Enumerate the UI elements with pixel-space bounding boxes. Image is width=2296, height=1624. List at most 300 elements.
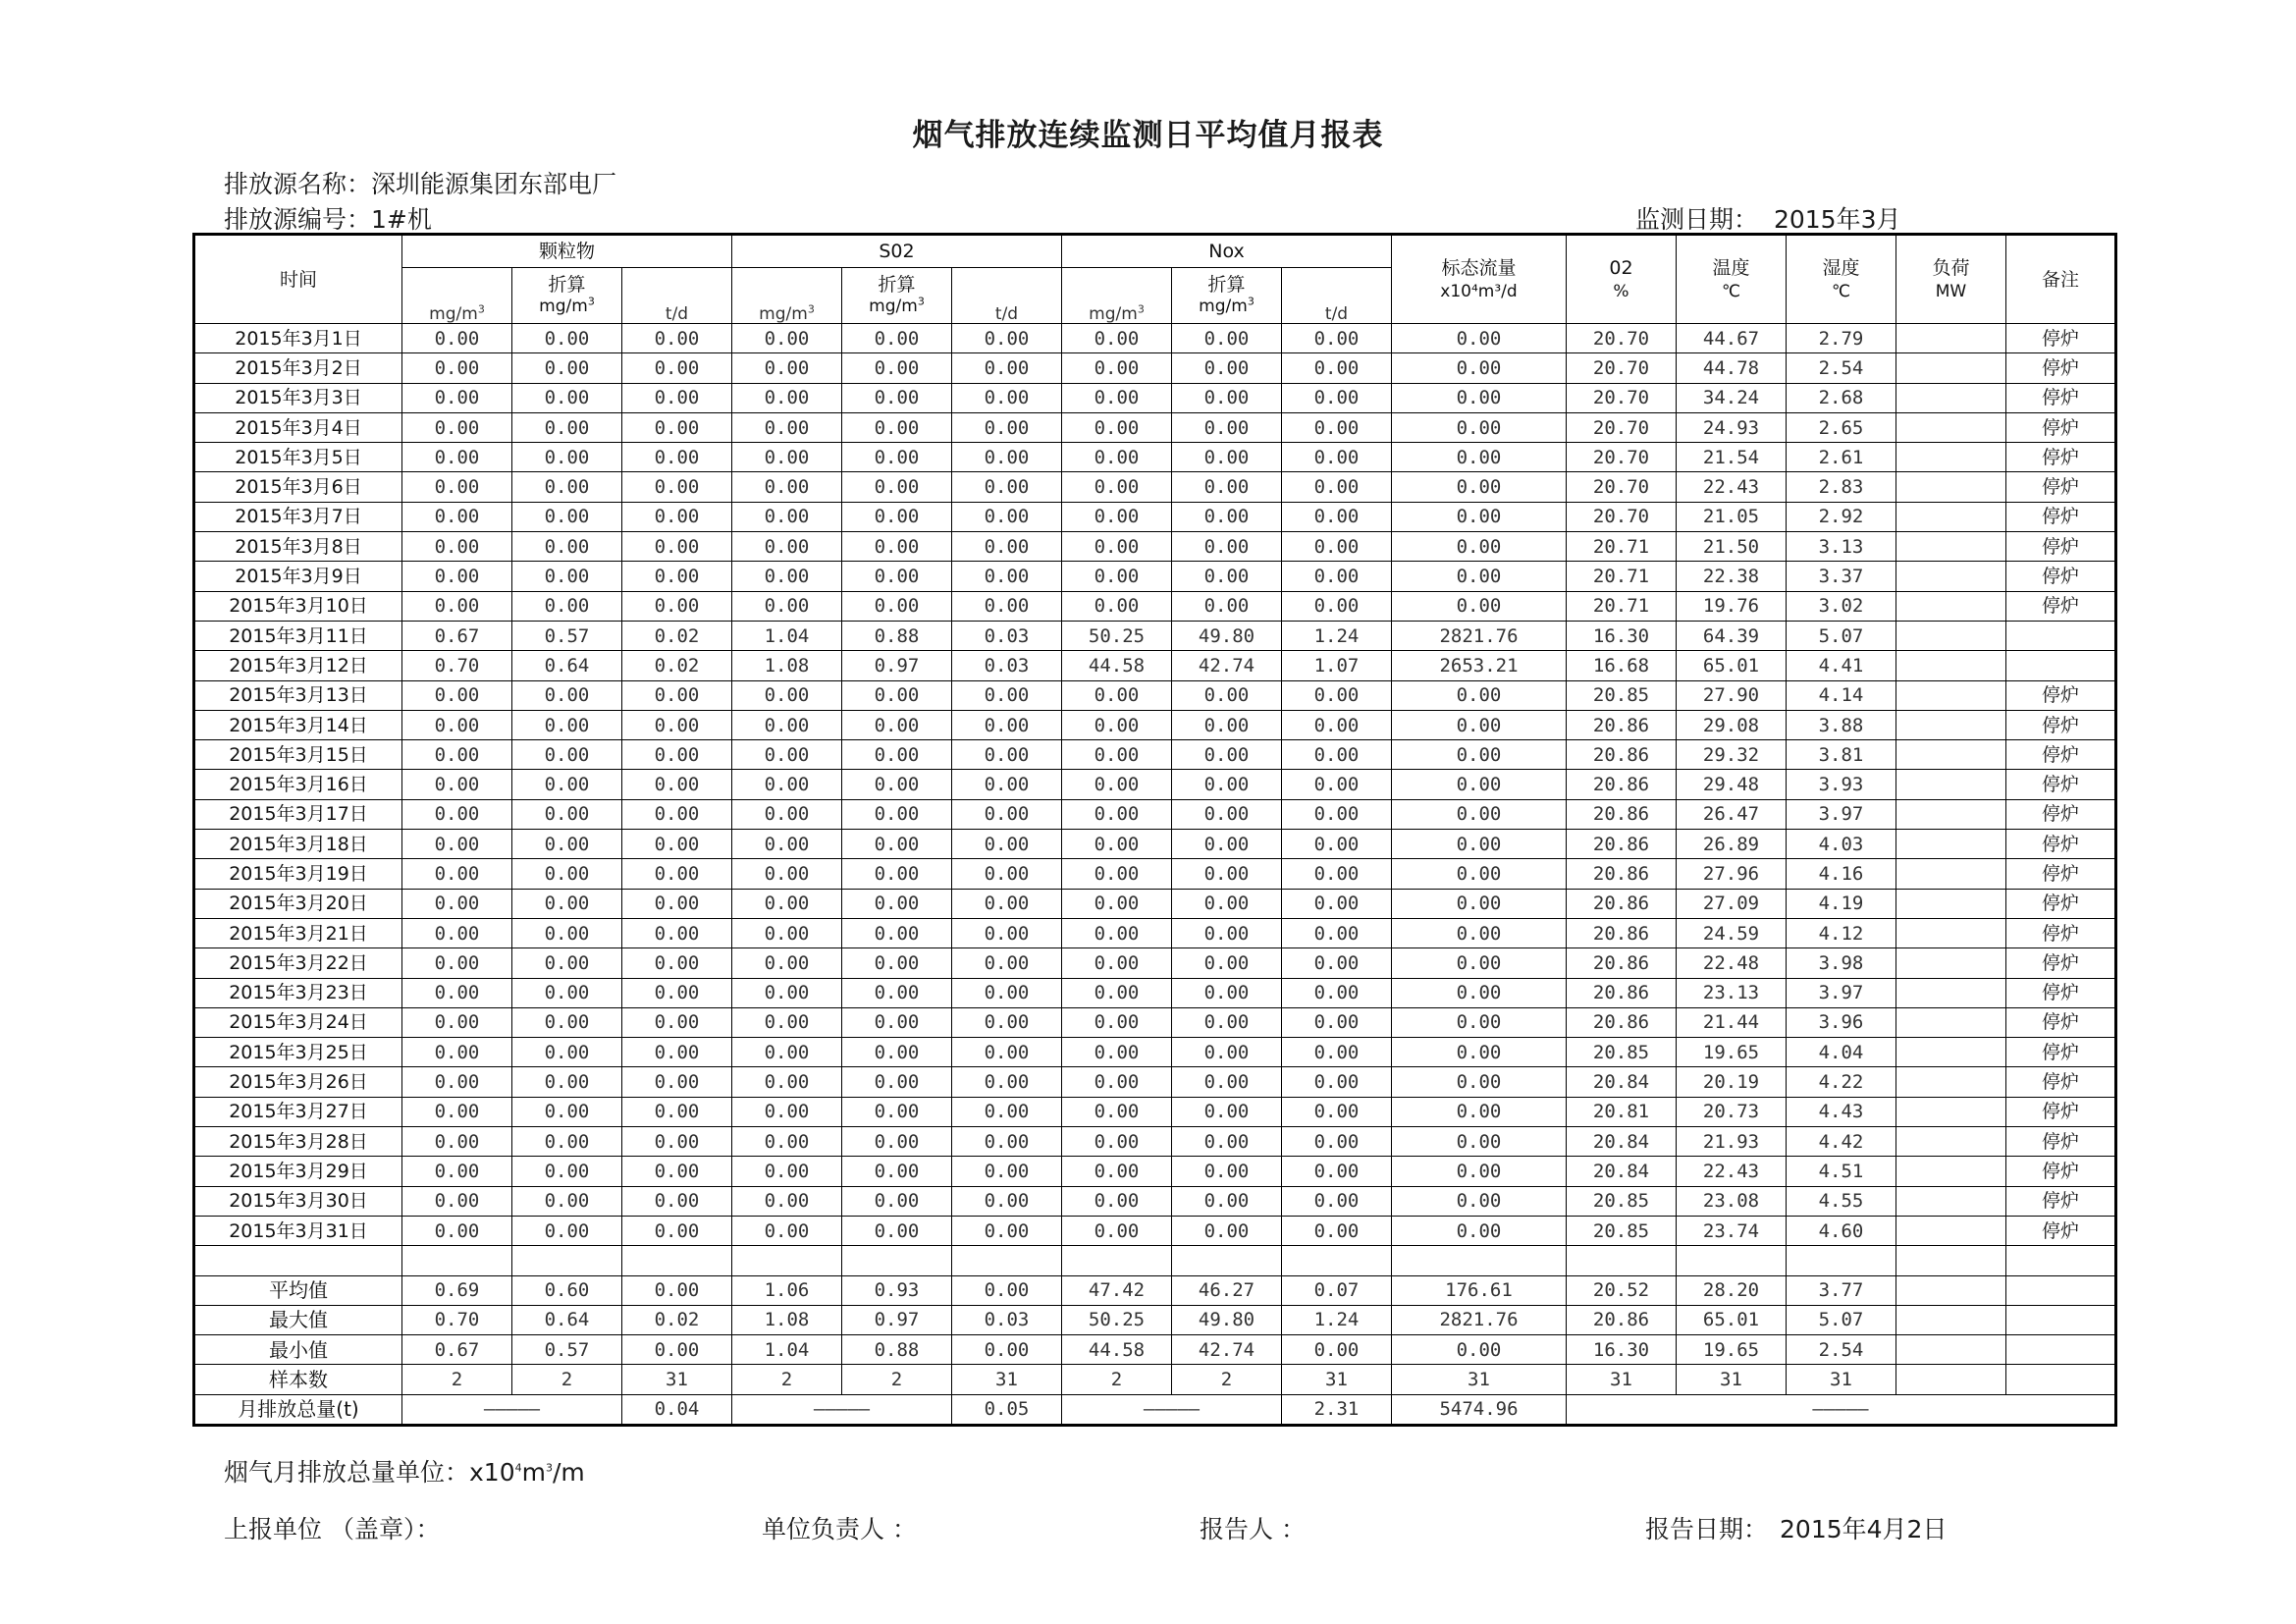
value-cell: 31 bbox=[1282, 1365, 1392, 1394]
value-cell: 0.00 bbox=[622, 710, 732, 739]
value-cell: 2 bbox=[842, 1365, 952, 1394]
so2-converted-header: 折算 $mg/m^3$ bbox=[842, 268, 952, 324]
load-cell bbox=[1896, 502, 2006, 531]
remark-cell: 停炉 bbox=[2006, 770, 2116, 799]
value-cell: 0.00 bbox=[732, 562, 842, 591]
value-cell: 0.00 bbox=[512, 562, 622, 591]
value-cell: 0.00 bbox=[732, 740, 842, 770]
value-cell: 0.00 bbox=[1172, 1186, 1282, 1216]
value-cell: 0.00 bbox=[732, 799, 842, 829]
footer-unit-label: 烟气月排放总量单位：x10 bbox=[224, 1458, 515, 1487]
monitor-date-line bbox=[1635, 200, 1901, 236]
value-cell: 16.30 bbox=[1567, 621, 1677, 650]
value-cell: 4.55 bbox=[1787, 1186, 1896, 1216]
table-row bbox=[194, 1038, 2116, 1067]
value-cell: 20.86 bbox=[1567, 799, 1677, 829]
value-cell: 0.00 bbox=[1282, 443, 1392, 472]
value-cell: 0.70 bbox=[402, 651, 512, 680]
value-cell: 1.04 bbox=[732, 1335, 842, 1365]
unit-mg-text: mg/m bbox=[759, 304, 808, 324]
value-cell: 0.00 bbox=[1062, 324, 1172, 353]
value-cell: 0.00 bbox=[842, 562, 952, 591]
value-cell: 0.00 bbox=[842, 532, 952, 562]
value-cell: 65.01 bbox=[1677, 1305, 1787, 1334]
empty-cell bbox=[622, 1246, 732, 1275]
stat-row bbox=[194, 1305, 2116, 1334]
value-cell: 20.85 bbox=[1567, 680, 1677, 710]
value-cell: 20.70 bbox=[1567, 383, 1677, 412]
unit-mg-text: mg/m bbox=[869, 297, 918, 316]
value-cell: 0.00 bbox=[402, 472, 512, 502]
value-cell: 0.00 bbox=[1172, 889, 1282, 918]
value-cell: 0.00 bbox=[1172, 680, 1282, 710]
stat-label: 最小值 bbox=[194, 1335, 402, 1365]
value-cell: 0.00 bbox=[622, 443, 732, 472]
value-cell: 44.78 bbox=[1677, 353, 1787, 383]
value-cell: 0.00 bbox=[1282, 770, 1392, 799]
value-cell: 20.71 bbox=[1567, 591, 1677, 621]
value-cell: 0.00 bbox=[842, 710, 952, 739]
date-cell: 2015年3月7日 bbox=[194, 502, 402, 531]
value-cell: 0.00 bbox=[952, 859, 1062, 889]
value-cell: 0.00 bbox=[1282, 1067, 1392, 1097]
value-cell: 0.00 bbox=[732, 353, 842, 383]
value-cell: 0.00 bbox=[1282, 591, 1392, 621]
value-cell: 19.65 bbox=[1677, 1335, 1787, 1365]
value-cell: 0.00 bbox=[1062, 859, 1172, 889]
remark-cell: 停炉 bbox=[2006, 948, 2116, 978]
value-cell: 5.07 bbox=[1787, 1305, 1896, 1334]
value-cell: 0.00 bbox=[732, 1157, 842, 1186]
value-cell: 20.84 bbox=[1567, 1157, 1677, 1186]
value-cell: 0.00 bbox=[952, 353, 1062, 383]
value-cell: 0.00 bbox=[1282, 1216, 1392, 1245]
value-cell: 0.00 bbox=[842, 918, 952, 947]
value-cell: 2.92 bbox=[1787, 502, 1896, 531]
value-cell: 0.00 bbox=[952, 472, 1062, 502]
value-cell: 0.00 bbox=[512, 918, 622, 947]
date-cell: 2015年3月18日 bbox=[194, 830, 402, 859]
value-cell: 0.00 bbox=[622, 680, 732, 710]
value-cell: 0.00 bbox=[952, 1186, 1062, 1216]
table-row bbox=[194, 918, 2116, 947]
value-cell: 3.98 bbox=[1787, 948, 1896, 978]
value-cell: 0.64 bbox=[512, 1305, 622, 1334]
value-cell: 0.00 bbox=[622, 1335, 732, 1365]
value-cell: 0.00 bbox=[842, 502, 952, 531]
table-row bbox=[194, 591, 2116, 621]
value-cell: 0.00 bbox=[1172, 591, 1282, 621]
value-cell: 0.00 bbox=[1282, 918, 1392, 947]
value-cell: 0.00 bbox=[1392, 710, 1567, 739]
value-cell: 2.83 bbox=[1787, 472, 1896, 502]
table-row bbox=[194, 1007, 2116, 1037]
value-cell: 0.00 bbox=[622, 859, 732, 889]
remark-cell: 停炉 bbox=[2006, 1097, 2116, 1126]
load-cell bbox=[1896, 1157, 2006, 1186]
value-cell: 0.00 bbox=[732, 978, 842, 1007]
value-cell: 4.14 bbox=[1787, 680, 1896, 710]
value-cell: 0.00 bbox=[952, 710, 1062, 739]
value-cell: 0.00 bbox=[1062, 978, 1172, 1007]
value-cell: 0.00 bbox=[512, 1186, 622, 1216]
value-cell: 2.65 bbox=[1787, 412, 1896, 442]
value-cell: 0.00 bbox=[512, 1127, 622, 1157]
value-cell: 0.00 bbox=[1172, 1216, 1282, 1245]
value-cell: 20.81 bbox=[1567, 1097, 1677, 1126]
converted-label: 折算 bbox=[1207, 274, 1246, 296]
date-cell: 2015年3月13日 bbox=[194, 680, 402, 710]
empty-cell bbox=[1062, 1246, 1172, 1275]
value-cell: 0.00 bbox=[1282, 1097, 1392, 1126]
value-cell: 0.00 bbox=[1062, 1038, 1172, 1067]
so2-unit-mg: $mg/m^3$ bbox=[732, 268, 842, 324]
remark-header: 备注 bbox=[2006, 235, 2116, 324]
value-cell: 0.00 bbox=[732, 1127, 842, 1157]
value-cell: 2.68 bbox=[1787, 383, 1896, 412]
value-cell: 3.97 bbox=[1787, 799, 1896, 829]
value-cell: 0.00 bbox=[512, 978, 622, 1007]
value-cell: 4.12 bbox=[1787, 918, 1896, 947]
date-cell: 2015年3月2日 bbox=[194, 353, 402, 383]
value-cell: 0.00 bbox=[1282, 1038, 1392, 1067]
table-row bbox=[194, 1186, 2116, 1216]
dash-cell: ————— bbox=[1567, 1394, 2116, 1425]
flow-total: 5474.96 bbox=[1392, 1394, 1567, 1425]
table-row bbox=[194, 1216, 2116, 1245]
value-cell: 20.84 bbox=[1567, 1127, 1677, 1157]
empty-cell bbox=[732, 1246, 842, 1275]
value-cell: 0.00 bbox=[952, 1275, 1062, 1305]
load-cell bbox=[1896, 1007, 2006, 1037]
load-cell bbox=[1896, 353, 2006, 383]
value-cell: 0.67 bbox=[402, 1335, 512, 1365]
value-cell: 0.00 bbox=[402, 710, 512, 739]
value-cell: 0.00 bbox=[732, 472, 842, 502]
value-cell: 2821.76 bbox=[1392, 621, 1567, 650]
value-cell: 0.00 bbox=[622, 1097, 732, 1126]
value-cell: 0.64 bbox=[512, 651, 622, 680]
value-cell: 0.00 bbox=[512, 830, 622, 859]
value-cell: 21.54 bbox=[1677, 443, 1787, 472]
value-cell: 0.00 bbox=[732, 1186, 842, 1216]
value-cell: 0.00 bbox=[1392, 324, 1567, 353]
value-cell: 0.00 bbox=[512, 889, 622, 918]
value-cell: 0.00 bbox=[1392, 770, 1567, 799]
load-cell bbox=[1896, 651, 2006, 680]
value-cell: 31 bbox=[622, 1365, 732, 1394]
table-row bbox=[194, 443, 2116, 472]
value-cell: 20.71 bbox=[1567, 562, 1677, 591]
value-cell: 0.00 bbox=[512, 1038, 622, 1067]
value-cell: 2 bbox=[1172, 1365, 1282, 1394]
value-cell: 0.00 bbox=[952, 680, 1062, 710]
load-cell bbox=[1896, 918, 2006, 947]
value-cell: 0.00 bbox=[1062, 1007, 1172, 1037]
value-cell: 0.00 bbox=[1392, 472, 1567, 502]
value-cell: 0.00 bbox=[622, 562, 732, 591]
table-row bbox=[194, 1067, 2116, 1097]
value-cell: 0.03 bbox=[952, 1305, 1062, 1334]
value-cell: 0.00 bbox=[512, 799, 622, 829]
value-cell: 0.00 bbox=[622, 502, 732, 531]
value-cell: 0.00 bbox=[622, 948, 732, 978]
value-cell: 0.69 bbox=[402, 1275, 512, 1305]
value-cell: 0.00 bbox=[1392, 562, 1567, 591]
value-cell: 20.86 bbox=[1567, 1007, 1677, 1037]
load-cell bbox=[1896, 978, 2006, 1007]
value-cell: 0.00 bbox=[1392, 1186, 1567, 1216]
value-cell: 0.00 bbox=[402, 889, 512, 918]
value-cell: 0.00 bbox=[1392, 1127, 1567, 1157]
table-row bbox=[194, 799, 2116, 829]
empty-cell bbox=[1392, 1246, 1567, 1275]
value-cell: 23.08 bbox=[1677, 1186, 1787, 1216]
value-cell: 21.93 bbox=[1677, 1127, 1787, 1157]
value-cell: 0.00 bbox=[1392, 1067, 1567, 1097]
pm-total: 0.04 bbox=[622, 1394, 732, 1425]
value-cell: 0.00 bbox=[1392, 412, 1567, 442]
value-cell: 0.03 bbox=[952, 621, 1062, 650]
empty-cell bbox=[1896, 1246, 2006, 1275]
remark-cell: 停炉 bbox=[2006, 1216, 2116, 1245]
value-cell: 44.58 bbox=[1062, 651, 1172, 680]
value-cell: 0.02 bbox=[622, 651, 732, 680]
value-cell: 2 bbox=[512, 1365, 622, 1394]
value-cell: 3.13 bbox=[1787, 532, 1896, 562]
value-cell: 0.00 bbox=[1062, 918, 1172, 947]
value-cell: 20.86 bbox=[1567, 948, 1677, 978]
value-cell: 0.00 bbox=[732, 1097, 842, 1126]
value-cell: 28.20 bbox=[1677, 1275, 1787, 1305]
value-cell: 0.00 bbox=[952, 1157, 1062, 1186]
value-cell: 0.00 bbox=[732, 1007, 842, 1037]
value-cell: 0.00 bbox=[402, 1157, 512, 1186]
value-cell: 0.00 bbox=[1172, 799, 1282, 829]
sign-unit-head: 单位负责人 ： bbox=[762, 1515, 917, 1543]
value-cell: 0.00 bbox=[842, 383, 952, 412]
remark-cell bbox=[2006, 1335, 2116, 1365]
value-cell: 0.00 bbox=[1392, 1216, 1567, 1245]
humidity-header bbox=[1787, 235, 1896, 324]
load-cell bbox=[1896, 1305, 2006, 1334]
source-name-line bbox=[224, 165, 616, 200]
nox-total: 2.31 bbox=[1282, 1394, 1392, 1425]
so2-header: S02 bbox=[732, 235, 1062, 268]
value-cell: 0.00 bbox=[1062, 412, 1172, 442]
remark-cell: 停炉 bbox=[2006, 889, 2116, 918]
load-cell bbox=[1896, 1365, 2006, 1394]
load-cell bbox=[1896, 1216, 2006, 1245]
value-cell: 0.00 bbox=[512, 1067, 622, 1097]
value-cell: 4.42 bbox=[1787, 1127, 1896, 1157]
value-cell: 65.01 bbox=[1677, 651, 1787, 680]
value-cell: 22.43 bbox=[1677, 472, 1787, 502]
value-cell: 0.00 bbox=[1062, 1127, 1172, 1157]
value-cell: 31 bbox=[1567, 1365, 1677, 1394]
value-cell: 23.74 bbox=[1677, 1216, 1787, 1245]
remark-cell: 停炉 bbox=[2006, 740, 2116, 770]
value-cell: 0.00 bbox=[732, 1216, 842, 1245]
load-cell bbox=[1896, 383, 2006, 412]
pm-unit-mg: $mg/m^3$ bbox=[402, 268, 512, 324]
value-cell: 0.00 bbox=[1282, 889, 1392, 918]
value-cell: 0.00 bbox=[1172, 948, 1282, 978]
dash-cell: ————— bbox=[1062, 1394, 1282, 1425]
value-cell: 0.00 bbox=[952, 948, 1062, 978]
report-table bbox=[192, 233, 2117, 1427]
value-cell: 0.00 bbox=[1282, 948, 1392, 978]
value-cell: 0.00 bbox=[842, 1007, 952, 1037]
value-cell: 0.00 bbox=[1392, 1007, 1567, 1037]
value-cell: 0.00 bbox=[1392, 740, 1567, 770]
table-row bbox=[194, 740, 2116, 770]
remark-cell bbox=[2006, 651, 2116, 680]
sign-reporter: 报告人 ： bbox=[1200, 1515, 1306, 1543]
value-cell: 0.00 bbox=[732, 918, 842, 947]
sign-reporting-unit: 上报单位 （盖章）： bbox=[224, 1515, 441, 1543]
value-cell: 19.76 bbox=[1677, 591, 1787, 621]
value-cell: 21.05 bbox=[1677, 502, 1787, 531]
date-cell: 2015年3月14日 bbox=[194, 710, 402, 739]
remark-cell bbox=[2006, 1305, 2116, 1334]
remark-cell: 停炉 bbox=[2006, 443, 2116, 472]
value-cell: 42.74 bbox=[1172, 651, 1282, 680]
value-cell: 0.00 bbox=[732, 591, 842, 621]
value-cell: 0.00 bbox=[622, 1067, 732, 1097]
load-cell bbox=[1896, 562, 2006, 591]
remark-cell: 停炉 bbox=[2006, 472, 2116, 502]
value-cell: 0.00 bbox=[842, 859, 952, 889]
value-cell: 0.00 bbox=[1392, 680, 1567, 710]
value-cell: 26.89 bbox=[1677, 830, 1787, 859]
value-cell: 4.03 bbox=[1787, 830, 1896, 859]
load-cell bbox=[1896, 889, 2006, 918]
date-cell: 2015年3月22日 bbox=[194, 948, 402, 978]
value-cell: 20.70 bbox=[1567, 353, 1677, 383]
value-cell: 0.00 bbox=[1392, 978, 1567, 1007]
value-cell: 0.00 bbox=[1062, 830, 1172, 859]
value-cell: 0.00 bbox=[402, 1216, 512, 1245]
remark-cell: 停炉 bbox=[2006, 978, 2116, 1007]
o2-header bbox=[1567, 235, 1677, 324]
value-cell: 4.22 bbox=[1787, 1067, 1896, 1097]
value-cell: 0.00 bbox=[1062, 889, 1172, 918]
value-cell: 4.43 bbox=[1787, 1097, 1896, 1126]
value-cell: 21.44 bbox=[1677, 1007, 1787, 1037]
source-name-label: 排放源名称： bbox=[224, 170, 372, 198]
date-cell: 2015年3月4日 bbox=[194, 412, 402, 442]
value-cell: 0.00 bbox=[1282, 502, 1392, 531]
value-cell: 0.00 bbox=[842, 978, 952, 1007]
unit-mg-text: mg/m bbox=[539, 297, 588, 316]
remark-cell bbox=[2006, 1275, 2116, 1305]
value-cell: 0.00 bbox=[1392, 353, 1567, 383]
empty-cell bbox=[1282, 1246, 1392, 1275]
value-cell: 0.00 bbox=[952, 532, 1062, 562]
value-cell: 0.00 bbox=[402, 353, 512, 383]
value-cell: 20.70 bbox=[1567, 502, 1677, 531]
value-cell: 0.00 bbox=[512, 324, 622, 353]
value-cell: 20.71 bbox=[1567, 532, 1677, 562]
value-cell: 2.54 bbox=[1787, 353, 1896, 383]
value-cell: 0.00 bbox=[952, 740, 1062, 770]
load-cell bbox=[1896, 324, 2006, 353]
value-cell: 0.00 bbox=[1172, 353, 1282, 383]
value-cell: 0.00 bbox=[952, 978, 1062, 1007]
value-cell: 0.00 bbox=[1392, 889, 1567, 918]
value-cell: 0.00 bbox=[952, 324, 1062, 353]
value-cell: 4.60 bbox=[1787, 1216, 1896, 1245]
humidity-unit: ℃ bbox=[1831, 281, 1851, 301]
source-no-line bbox=[224, 200, 432, 236]
value-cell: 0.00 bbox=[842, 799, 952, 829]
empty-cell bbox=[1172, 1246, 1282, 1275]
value-cell: 0.00 bbox=[1172, 1097, 1282, 1126]
value-cell: 0.00 bbox=[732, 1067, 842, 1097]
date-cell: 2015年3月30日 bbox=[194, 1186, 402, 1216]
value-cell: 0.00 bbox=[952, 443, 1062, 472]
value-cell: 0.00 bbox=[1172, 1038, 1282, 1067]
remark-cell bbox=[2006, 1365, 2116, 1394]
nox-converted-header: 折算 $mg/m^3$ bbox=[1172, 268, 1282, 324]
value-cell: 0.00 bbox=[622, 1186, 732, 1216]
value-cell: 0.00 bbox=[952, 502, 1062, 531]
value-cell: 0.00 bbox=[952, 1335, 1062, 1365]
value-cell: 0.00 bbox=[1392, 830, 1567, 859]
value-cell: 0.00 bbox=[622, 799, 732, 829]
load-cell bbox=[1896, 1186, 2006, 1216]
value-cell: 0.70 bbox=[402, 1305, 512, 1334]
value-cell: 0.00 bbox=[732, 1038, 842, 1067]
remark-cell: 停炉 bbox=[2006, 324, 2116, 353]
value-cell: 22.38 bbox=[1677, 562, 1787, 591]
value-cell: 0.00 bbox=[1282, 472, 1392, 502]
remark-cell bbox=[2006, 621, 2116, 650]
value-cell: 64.39 bbox=[1677, 621, 1787, 650]
value-cell: 0.00 bbox=[622, 532, 732, 562]
value-cell: 4.41 bbox=[1787, 651, 1896, 680]
value-cell: 20.86 bbox=[1567, 889, 1677, 918]
value-cell: 2 bbox=[402, 1365, 512, 1394]
value-cell: 0.00 bbox=[1282, 353, 1392, 383]
load-cell bbox=[1896, 591, 2006, 621]
empty-cell bbox=[2006, 1246, 2116, 1275]
footer-unit-mid: m bbox=[521, 1458, 546, 1487]
remark-cell: 停炉 bbox=[2006, 502, 2116, 531]
value-cell: 0.00 bbox=[622, 770, 732, 799]
value-cell: 0.00 bbox=[622, 1216, 732, 1245]
date-cell: 2015年3月9日 bbox=[194, 562, 402, 591]
value-cell: 1.24 bbox=[1282, 621, 1392, 650]
remark-cell: 停炉 bbox=[2006, 1186, 2116, 1216]
value-cell: 0.00 bbox=[1172, 1157, 1282, 1186]
remark-cell: 停炉 bbox=[2006, 799, 2116, 829]
value-cell: 0.00 bbox=[1172, 443, 1282, 472]
value-cell: 0.00 bbox=[732, 383, 842, 412]
value-cell: 0.00 bbox=[1172, 383, 1282, 412]
so2-total: 0.05 bbox=[952, 1394, 1062, 1425]
date-cell: 2015年3月27日 bbox=[194, 1097, 402, 1126]
load-cell bbox=[1896, 799, 2006, 829]
value-cell: 31 bbox=[1787, 1365, 1896, 1394]
value-cell: 20.52 bbox=[1567, 1275, 1677, 1305]
table-row bbox=[194, 383, 2116, 412]
value-cell: 2.54 bbox=[1787, 1335, 1896, 1365]
date-cell: 2015年3月29日 bbox=[194, 1157, 402, 1186]
empty-cell bbox=[952, 1246, 1062, 1275]
value-cell: 0.00 bbox=[1282, 1335, 1392, 1365]
